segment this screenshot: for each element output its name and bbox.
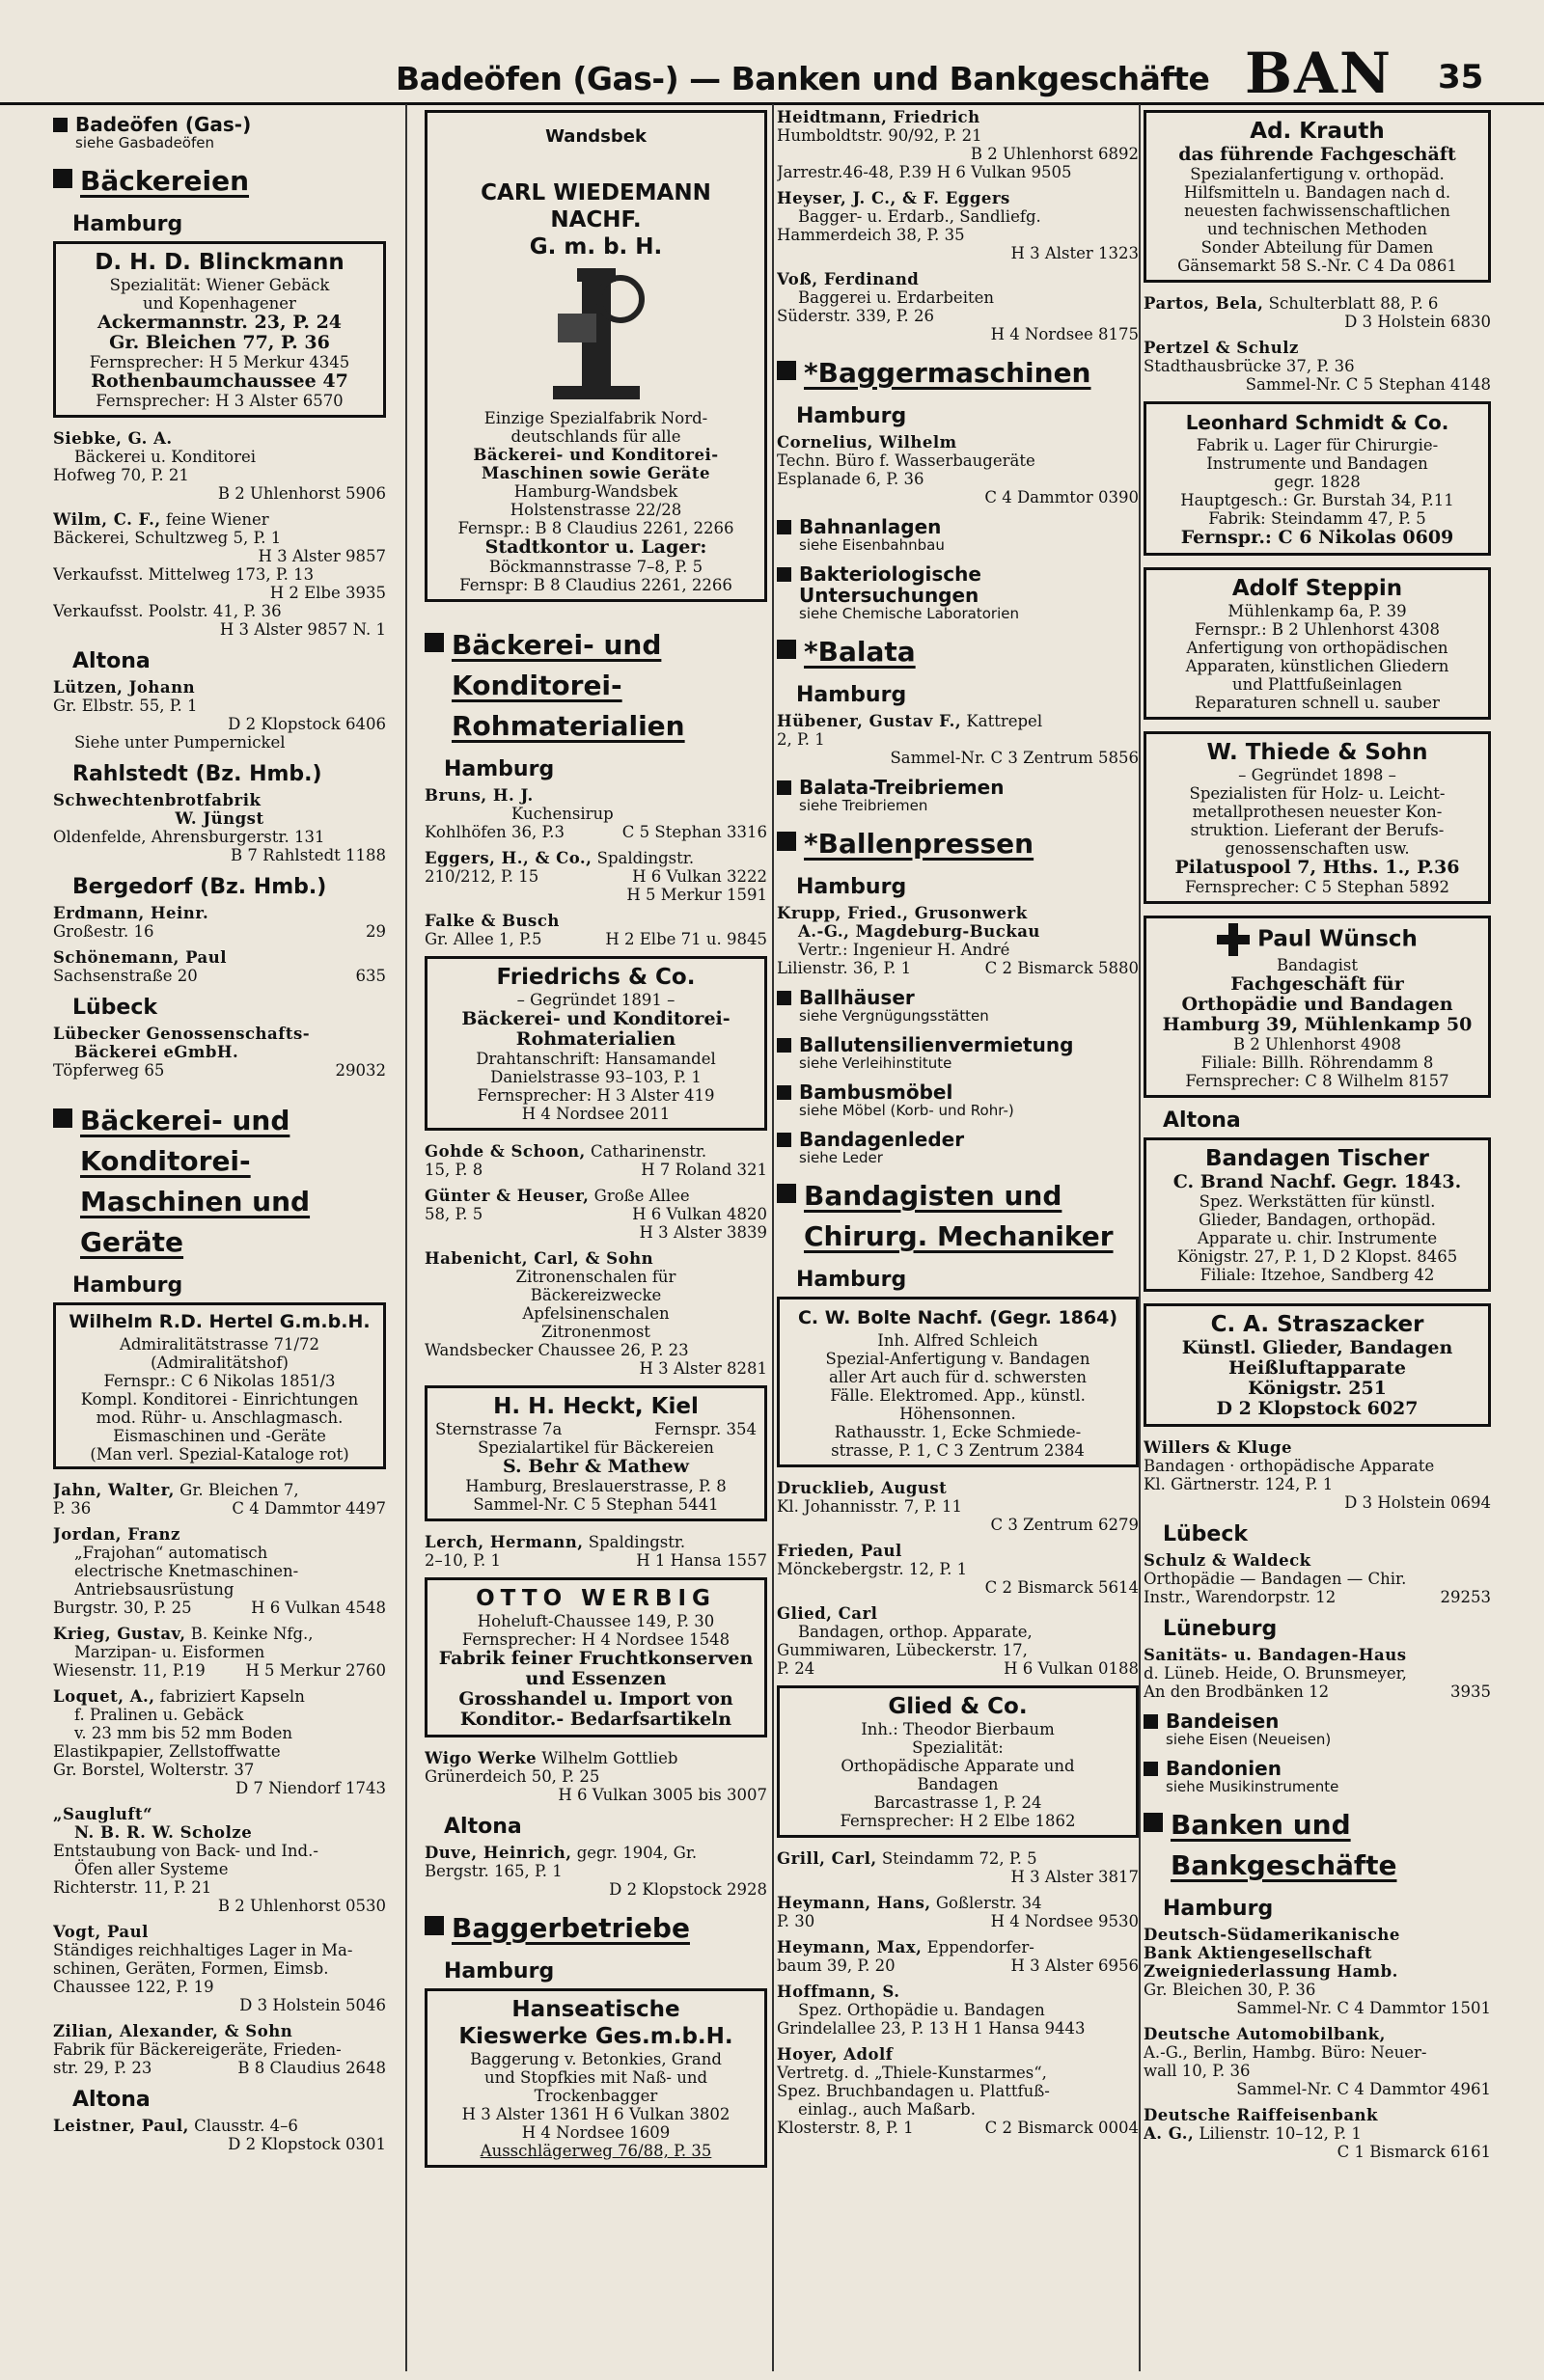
list-item: Voß, Ferdinand Baggerei u. Erdarbeiten Süderstr. 339, P. 26 H 4 Nordsee 8175 <box>777 270 1139 343</box>
list-item: Wilm, C. F., feine Wiener Bäckerei, Schultzweg 5, P. 1 H 3 Alster 9857 Verkaufsst. Mittelweg 173, P. 13 H 2 Elbe 3935 Verkaufsst. Poolstr. 41, P. 36 H 3 Alster 9857 N. 1 <box>53 510 386 639</box>
list-item: Schwechtenbrotfabrik W. Jüngst Oldenfelde, Ahrensburgerstr. 131 B 7 Rahlstedt 1188 <box>53 791 386 864</box>
column-1 <box>53 104 386 2371</box>
list-item: Partos, Bela, Schulterblatt 88, P. 6 D 3 Holstein 6830 <box>1144 294 1491 331</box>
list-item: Glied, Carl Bandagen, orthop. Apparate, Gummiwaren, Lübeckerstr. 17, P. 24 H 6 Vulkan 0188 <box>777 1604 1139 1678</box>
ad-heckt: H. H. Heckt, Kiel Sternstrasse 7a Fernspr. 354 Spezialartikel für Bäckereien S. Behr & Mathew Hamburg, Breslauerstrasse, P. 8 Sammel-Nr. C 5 Stephan 5441 <box>425 1385 767 1521</box>
list-item: Habenicht, Carl, & Sohn Zitronenschalen für Bäckereizwecke Apfelsinenschalen Zitronenmost Wandsbecker Chaussee 26, P. 23 H 3 Alster 8281 <box>425 1249 767 1378</box>
city-heading: Hamburg <box>72 1273 183 1298</box>
bullet-square-icon <box>1144 1813 1163 1832</box>
page-title: Badeöfen (Gas-) — Banken und Bankgeschäfte <box>396 60 1210 97</box>
city-heading: Hamburg <box>796 1268 907 1292</box>
section-heading: Bambusmöbel siehe Möbel (Korb- und Rohr-) <box>777 1081 1139 1119</box>
list-item: Grill, Carl, Steindamm 72, P. 5 H 3 Alster 3817 <box>777 1849 1139 1886</box>
bullet-square-icon <box>777 1085 791 1100</box>
city-heading: Hamburg <box>796 875 907 899</box>
list-item: Krupp, Fried., Grusonwerk A.-G., Magdeburg-Buckau Vertr.: Ingenieur H. André Lilienstr. 36, P. 1 C 2 Bismarck 5880 <box>777 904 1139 977</box>
bullet-square-icon <box>777 361 796 380</box>
city-heading: Lüneburg <box>1163 1617 1278 1641</box>
list-item: Hübener, Gustav F., Kattrepel 2, P. 1 Sammel-Nr. C 3 Zentrum 5856 <box>777 712 1139 767</box>
column-2 <box>425 104 767 2371</box>
list-item: Lübecker Genossenschafts- Bäckerei eGmbH. Töpferweg 65 29032 <box>53 1025 386 1080</box>
list-item: Deutsche Automobilbank, A.-G., Berlin, Hambg. Büro: Neuer- wall 10, P. 36 Sammel-Nr. C 4 Dammtor 4961 <box>1144 2025 1491 2098</box>
list-item: Hoffmann, S. Spez. Orthopädie u. Bandagen Grindelallee 23, P. 13 H 1 Hansa 9443 <box>777 1983 1086 2038</box>
list-item: Duve, Heinrich, gegr. 1904, Gr. Bergstr. 165, P. 1 D 2 Klopstock 2928 <box>425 1844 767 1899</box>
city-heading: Hamburg <box>796 683 907 707</box>
list-item: Gohde & Schoon, Catharinenstr. 15, P. 8 H 7 Roland 321 <box>425 1142 767 1179</box>
list-item: Deutsche Raiffeisenbank A. G., Lilienstr. 10–12, P. 1 C 1 Bismarck 6161 <box>1144 2106 1491 2161</box>
bullet-square-icon <box>425 1916 444 1935</box>
list-item: Heymann, Hans, Goßlerstr. 34 P. 30 H 4 Nordsee 9530 <box>777 1894 1139 1930</box>
list-item: Eggers, H., & Co., Spaldingstr. 210/212, P. 15 H 6 Vulkan 3222 H 5 Merkur 1591 <box>425 849 767 904</box>
list-item: Lerch, Hermann, Spaldingstr. 2–10, P. 1 H 1 Hansa 1557 <box>425 1533 767 1570</box>
list-item: Heyser, J. C., & F. Eggers Bagger- u. Erdarb., Sandliefg. Hammerdeich 38, P. 35 H 3 Alster 1323 <box>777 189 1139 262</box>
ad-bolte: C. W. Bolte Nachf. (Gegr. 1864) Inh. Alfred Schleich Spezial-Anfertigung v. Bandagen aller Art auch für d. schwersten Fälle. Elektromed. App., künstl. Höhensonnen. Rathausstr. 1, Ecke Schmiede- strasse, P. 1, C 3 Zentrum 2384 <box>777 1297 1139 1467</box>
column-rule <box>1139 104 1141 2371</box>
list-item: Sanitäts- u. Bandagen-Haus d. Lüneb. Heide, O. Brunsmeyer, An den Brodbänken 12 3935 <box>1144 1646 1491 1701</box>
bullet-square-icon <box>53 169 72 188</box>
section-heading: Bäckerei- und Konditorei-Rohmaterialien <box>425 625 767 747</box>
page-header <box>0 39 1544 105</box>
list-item: Wigo Werke Wilhelm Gottlieb Grünerdeich 50, P. 25 H 6 Vulkan 3005 bis 3007 <box>425 1749 767 1804</box>
ad-friedrichs: Friedrichs & Co. – Gegründet 1891 – Bäckerei- und Konditorei- Rohmaterialien Drahtanschrift: Hansamandel Danielstrasse 93–103, P. 1 Fernsprecher: H 3 Alster 419 H 4 Nordsee 2011 <box>425 956 767 1131</box>
section-heading: Bandeisen siehe Eisen (Neueisen) <box>1144 1710 1491 1748</box>
section-code: BAN <box>1245 41 1393 106</box>
machine-illustration-icon <box>500 260 693 405</box>
list-item: Pertzel & Schulz Stadthausbrücke 37, P. 36 Sammel-Nr. C 5 Stephan 4148 <box>1144 339 1491 394</box>
city-heading: Lübeck <box>72 996 158 1020</box>
section-heading: Baggerbetriebe <box>425 1908 767 1949</box>
list-item: Schulz & Waldeck Orthopädie — Bandagen — Chir. Instr., Warendorpstr. 12 29253 <box>1144 1551 1491 1606</box>
bullet-square-icon <box>777 832 796 851</box>
ad-wiedemann: Wandsbek CARL WIEDEMANN NACHF. G. m. b. H. Einzige Spezialfabrik Nord- deutschlands für alle Bäckerei- und Konditorei- Maschinen sowie Geräte Hamburg-Wandsbek Holstenstrasse 22/28 Fernspr.: B 8 Claudius 2261, 2266 Stadtkontor u. Lager: Böckmannstrasse 7–8, P. 5 Fernspr: B 8 Claudius 2261, 2266 <box>425 110 767 602</box>
page-number: 35 <box>1438 58 1484 96</box>
ad-krauth: Ad. Krauth das führende Fachgeschäft Spezialanfertigung v. orthopäd. Hilfsmitteln u. Bandagen nach d. neuesten fachwissenschaftlichen und technischen Methoden Sonder Abteilung für Damen Gänsemarkt 58 S.-Nr. C 4 Da 0861 <box>1144 110 1491 283</box>
list-item: Zilian, Alexander, & Sohn Fabrik für Bäckereigeräte, Frieden- str. 29, P. 23 B 8 Claudius 2648 <box>53 2022 386 2077</box>
list-item: Heymann, Max, Eppendorfer- baum 39, P. 20 H 3 Alster 6956 <box>777 1938 1139 1975</box>
section-heading: Bäckerei- und Konditorei-Maschinen und Geräte <box>53 1101 386 1263</box>
list-item: „Saugluft“ N. B. R. W. Scholze Entstaubung von Back- und Ind.- Öfen aller Systeme Richterstr. 11, P. 21 B 2 Uhlenhorst 0530 <box>53 1805 386 1915</box>
ad-steppin: Adolf Steppin Mühlenkamp 6a, P. 39 Fernspr.: B 2 Uhlenhorst 4308 Anfertigung von orthopädischen Apparaten, künstlichen Gliedern und Plattfußeinlagen Reparaturen schnell u. sauber <box>1144 567 1491 720</box>
section-heading: *Baggermaschinen <box>777 353 1139 394</box>
city-heading: Bergedorf (Bz. Hmb.) <box>72 875 327 899</box>
bullet-square-icon <box>777 1038 791 1053</box>
bullet-square-icon <box>777 780 791 795</box>
city-heading: Hamburg <box>444 1959 555 1983</box>
section-heading: Badeöfen (Gas-) siehe Gasbadeöfen <box>53 114 386 151</box>
column-3 <box>777 104 1139 2371</box>
city-heading: Altona <box>444 1815 522 1839</box>
ad-wuensch: Paul Wünsch Bandagist Fachgeschäft für Orthopädie und Bandagen Hamburg 39, Mühlenkamp 50 B 2 Uhlenhorst 4908 Filiale: Billh. Röhrendamm 8 Fernsprecher: C 8 Wilhelm 8157 <box>1144 916 1491 1098</box>
column-rule <box>772 104 774 2371</box>
city-heading: Altona <box>72 2088 151 2112</box>
section-heading: *Ballenpressen <box>777 824 1139 864</box>
section-heading: Ballhäuser siehe Vergnügungsstätten <box>777 987 1139 1025</box>
ad-glied-co: Glied & Co. Inh.: Theodor Bierbaum Spezialität: Orthopädische Apparate und Bandagen Barcastrasse 1, P. 24 Fernsprecher: H 2 Elbe 1862 <box>777 1685 1139 1838</box>
list-item: Heidtmann, Friedrich Humboldtstr. 90/92, P. 21 B 2 Uhlenhorst 6892 Jarrestr.46-48, P.39 H 6 Vulkan 9505 <box>777 108 1139 181</box>
list-item: Erdmann, Heinr. Großestr. 16 29 <box>53 904 386 941</box>
list-item: Loquet, A., fabriziert Kapseln f. Pralinen u. Gebäck v. 23 mm bis 52 mm Boden Elastikpapier, Zellstoffwatte Gr. Borstel, Wolterstr. 37 D 7 Niendorf 1743 <box>53 1687 386 1797</box>
section-heading: Bandonien siehe Musikinstrumente <box>1144 1758 1491 1795</box>
list-item: Drucklieb, August Kl. Johannisstr. 7, P. 11 C 3 Zentrum 6279 <box>777 1479 1139 1534</box>
section-heading: Bäckereien <box>53 161 386 202</box>
section-heading: Bandagisten und Chirurg. Mechaniker <box>777 1176 1139 1257</box>
ad-hertel: Wilhelm R.D. Hertel G.m.b.H. Admiralitätstrasse 71/72 (Admiralitätshof) Fernspr.: C 6 Nikolas 1851/3 Kompl. Konditorei - Einrichtungen mod. Rühr- u. Anschlagmasch. Eismaschinen und -Geräte (Man verl. Spezial-Kataloge rot) <box>53 1302 386 1469</box>
bullet-square-icon <box>777 567 791 582</box>
bullet-square-icon <box>777 1184 796 1203</box>
city-heading: Altona <box>72 649 151 673</box>
list-item: Schönemann, Paul Sachsenstraße 20 635 <box>53 948 386 985</box>
bullet-square-icon <box>777 991 791 1005</box>
ad-werbig: OTTO WERBIG Hoheluft-Chaussee 149, P. 30 Fernsprecher: H 4 Nordsee 1548 Fabrik feiner Fruchtkonserven und Essenzen Grosshandel u. Import von Konditor.- Bedarfsartikeln <box>425 1577 767 1737</box>
section-heading: *Balata <box>777 632 1139 672</box>
bullet-square-icon <box>53 118 68 132</box>
bullet-square-icon <box>777 520 791 534</box>
list-item: Bruns, H. J. Kuchensirup Kohlhöfen 36, P.3 C 5 Stephan 3316 <box>425 786 767 841</box>
bullet-square-icon <box>1144 1714 1158 1729</box>
bullet-square-icon <box>1144 1762 1158 1776</box>
list-item: Frieden, Paul Mönckebergstr. 12, P. 1 C 2 Bismarck 5614 <box>777 1542 1139 1597</box>
list-item: Cornelius, Wilhelm Techn. Büro f. Wasserbaugeräte Esplanade 6, P. 36 C 4 Dammtor 0390 <box>777 433 1139 506</box>
section-heading: Bahnanlagen siehe Eisenbahnbau <box>777 516 1139 554</box>
bullet-square-icon <box>425 633 444 652</box>
list-item: Jahn, Walter, Gr. Bleichen 7, P. 36 C 4 Dammtor 4497 <box>53 1481 386 1518</box>
column-4 <box>1144 104 1491 2371</box>
city-heading: Altona <box>1163 1108 1241 1133</box>
city-heading: Hamburg <box>1163 1897 1274 1921</box>
medical-cross-icon <box>1217 923 1250 956</box>
list-item: Willers & Kluge Bandagen · orthopädische Apparate Kl. Gärtnerstr. 124, P. 1 D 3 Holstein 0694 <box>1144 1438 1491 1512</box>
section-heading: Bandagenleder siehe Leder <box>777 1129 1139 1166</box>
list-item: Falke & Busch Gr. Allee 1, P.5 H 2 Elbe 71 u. 9845 <box>425 912 767 948</box>
section-heading: Balata-Treibriemen siehe Treibriemen <box>777 777 1139 814</box>
list-item: Deutsch-Südamerikanische Bank Aktiengesellschaft Zweigniederlassung Hamb. Gr. Bleichen 30, P. 36 Sammel-Nr. C 4 Dammtor 1501 <box>1144 1926 1491 2017</box>
ad-thiede: W. Thiede & Sohn – Gegründet 1898 – Spezialisten für Holz- u. Leicht- metallprothesen neuester Kon- struktion. Lieferant der Berufs- genossenschaften usw. Pilatuspool 7, Hths. 1., P.36 Fernsprecher: C 5 Stephan 5892 <box>1144 731 1491 904</box>
ad-leonhard-schmidt: Leonhard Schmidt & Co. Fabrik u. Lager für Chirurgie- Instrumente und Bandagen gegr. 1828 Hauptgesch.: Gr. Burstah 34, P.11 Fabrik: Steindamm 47, P. 5 Fernspr.: C 6 Nikolas 0609 <box>1144 401 1491 556</box>
bullet-square-icon <box>777 640 796 659</box>
list-item: Lützen, Johann Gr. Elbstr. 55, P. 1 D 2 Klopstock 6406 Siehe unter Pumpernickel <box>53 678 386 752</box>
city-heading: Rahlstedt (Bz. Hmb.) <box>72 762 322 786</box>
section-heading: Bakteriologische Untersuchungen siehe Chemische Laboratorien <box>777 563 1139 622</box>
column-rule <box>405 104 407 2371</box>
city-heading: Hamburg <box>796 404 907 428</box>
city-heading: Hamburg <box>444 757 555 781</box>
bullet-square-icon <box>777 1133 791 1147</box>
list-item: Jordan, Franz „Frajohan“ automatisch electrische Knetmaschinen- Antriebsausrüstung Burgstr. 30, P. 25 H 6 Vulkan 4548 <box>53 1525 386 1617</box>
list-item: Hoyer, Adolf Vertretg. d. „Thiele-Kunstarmes“, Spez. Bruchbandagen u. Plattfuß- einlag., auch Maßarb. Klosterstr. 8, P. 1 C 2 Bismarck 0004 <box>777 2045 1139 2137</box>
city-heading: Hamburg <box>72 212 183 236</box>
section-heading: Banken und Bankgeschäfte <box>1144 1805 1491 1886</box>
city-heading: Lübeck <box>1163 1522 1249 1546</box>
ad-straszacker: C. A. Straszacker Künstl. Glieder, Bandagen Heißluftapparate Königstr. 251 D 2 Klopstock 6027 <box>1144 1303 1491 1427</box>
list-item: Günter & Heuser, Große Allee 58, P. 5 H 6 Vulkan 4820 H 3 Alster 3839 <box>425 1187 767 1242</box>
bullet-square-icon <box>53 1108 72 1128</box>
list-item: Krieg, Gustav, B. Keinke Nfg., Marzipan- u. Eisformen Wiesenstr. 11, P.19 H 5 Merkur 2760 <box>53 1625 386 1680</box>
ad-tischer: Bandagen Tischer C. Brand Nachf. Gegr. 1843. Spez. Werkstätten für künstl. Glieder, Bandagen, orthopäd. Apparate u. chir. Instrumente Königstr. 27, P. 1, D 2 Klopst. 8465 Filiale: Itzehoe, Sandberg 42 <box>1144 1137 1491 1292</box>
ad-blinckmann: D. H. D. Blinckmann Spezialität: Wiener Gebäck und Kopenhagener Ackermannstr. 23, P. 24 Gr. Bleichen 77, P. 36 Fernsprecher: H 5 Merkur 4345 Rothenbaumchaussee 47 Fernsprecher: H 3 Alster 6570 <box>53 241 386 418</box>
list-item: Leistner, Paul, Clausstr. 4–6 D 2 Klopstock 0301 <box>53 2117 386 2153</box>
list-item: Siebke, G. A. Bäckerei u. Konditorei Hofweg 70, P. 21 B 2 Uhlenhorst 5906 <box>53 429 386 503</box>
list-item: Vogt, Paul Ständiges reichhaltiges Lager in Ma- schinen, Geräten, Formen, Eimsb. Chaussee 122, P. 19 D 3 Holstein 5046 <box>53 1923 386 2014</box>
ad-hanseatische: Hanseatische Kieswerke Ges.m.b.H. Baggerung v. Betonkies, Grand und Stopfkies mit Naß- und Trockenbagger H 3 Alster 1361 H 6 Vulkan 3802 H 4 Nordsee 1609 Ausschlägerweg 76/88, P. 35 <box>425 1988 767 2168</box>
section-heading: Ballutensilienvermietung siehe Verleihinstitute <box>777 1034 1139 1072</box>
